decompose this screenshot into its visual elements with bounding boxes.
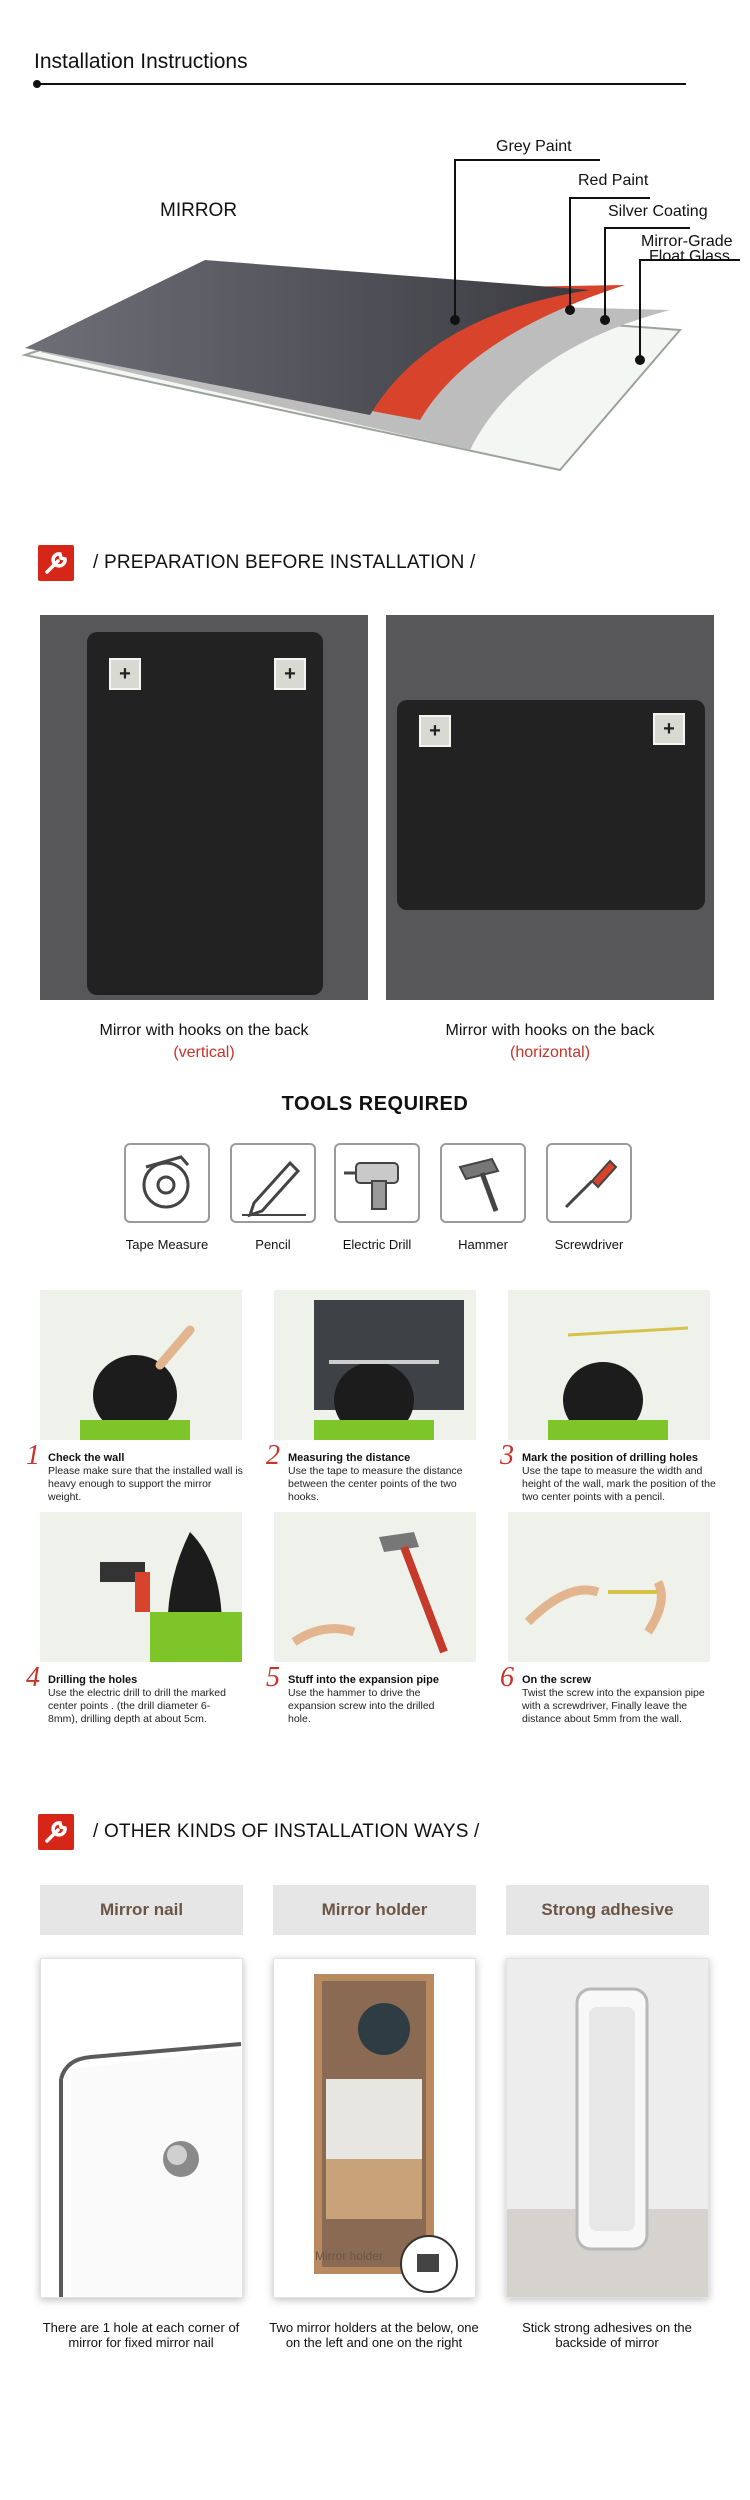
step-photo-screw [508,1512,710,1662]
step-number: 4 [26,1662,40,1693]
layer-label-red: Red Paint [578,172,649,189]
mirror-nail-photo [40,1958,243,2298]
step-number: 5 [266,1662,280,1693]
wrench-icon [38,545,74,581]
tool-label-hammer: Hammer [458,1237,508,1252]
preparation-title: / PREPARATION BEFORE INSTALLATION / [93,552,476,573]
step-title: Check the wall [48,1452,125,1464]
step-number: 3 [500,1440,514,1471]
hammer-icon [440,1143,526,1223]
step-photo-measure [274,1290,476,1440]
pencil-icon [230,1143,316,1223]
tab-strong-adhesive: Strong adhesive [506,1885,709,1935]
mirror-holder-caption: Two mirror holders at the below, one on the left and one on the right [269,2320,479,2350]
step-text: Twist the screw into the expansion pipe with a screwdriver, Finally leave the distance about 5mm from the wall. [522,1687,705,1725]
step-title: On the screw [522,1674,592,1686]
step-title: Measuring the distance [288,1452,411,1464]
hook-icon: + [653,713,685,745]
mirror-nail-caption: There are 1 hole at each corner of mirror for fixed mirror nail [42,2320,240,2350]
hook-icon: + [274,658,306,690]
step-photo-check-wall [40,1290,242,1440]
step-title: Mark the position of drilling holes [522,1452,699,1464]
step-text: Use the tape to measure the distance between the center points of the two hooks. [288,1465,463,1503]
strong-adhesive-caption: Stick strong adhesives on the backside of mirror [522,2320,692,2350]
step-title: Drilling the holes [48,1674,138,1686]
title-underline [36,83,686,85]
tape-measure-icon [124,1143,210,1223]
vertical-caption: Mirror with hooks on the back [99,1022,309,1039]
step-text: Use the electric drill to drill the marked center points . (the drill diameter 6-8mm), drilling depth at about 5cm. [48,1687,226,1725]
layer-label-silver: Silver Coating [608,203,708,220]
step-photo-drill [40,1512,242,1662]
step-photo-hammer [274,1512,476,1662]
step-text: Please make sure that the installed wall is heavy enough to support the mirror weight. [48,1465,243,1503]
tool-label-drill: Electric Drill [342,1237,412,1252]
mirror-back-horizontal [397,700,705,910]
screwdriver-icon [546,1143,632,1223]
wrench-icon [38,1814,74,1850]
tab-mirror-holder: Mirror holder [273,1885,476,1935]
tools-title: TOOLS REQUIRED [281,1093,469,1115]
hook-icon: + [109,658,141,690]
hook-icon: + [419,715,451,747]
mirror-holder-photo [273,1958,476,2298]
step-number: 6 [500,1662,514,1693]
layer-label-grey: Grey Paint [496,138,572,155]
step-number: 2 [266,1440,280,1471]
mirror-label: MIRROR [160,200,238,221]
other-ways-title: / OTHER KINDS OF INSTALLATION WAYS / [93,1821,480,1842]
electric-drill-icon [334,1143,420,1223]
tool-label-pencil: Pencil [255,1237,291,1252]
step-photo-mark [508,1290,710,1440]
strong-adhesive-photo [506,1958,709,2298]
horizontal-mirror-panel [386,615,714,1000]
horizontal-orientation: (horizontal) [509,1044,591,1061]
layer-label-float-glass: Float Glass [649,248,730,265]
step-text: Use the hammer to drive the expansion screw into the drilled hole. [288,1687,435,1725]
vertical-orientation: (vertical) [173,1044,235,1061]
step-title: Stuff into the expansion pipe [288,1674,439,1686]
tool-label-tape: Tape Measure [125,1237,209,1252]
tab-mirror-nail: Mirror nail [40,1885,243,1935]
holder-callout: Mirror holder [315,2249,384,2263]
step-number: 1 [26,1440,40,1471]
tool-label-screwdriver: Screwdriver [554,1237,624,1252]
page-title: Installation Instructions [34,50,248,73]
mirror-back-vertical [87,632,323,995]
horizontal-caption: Mirror with hooks on the back [445,1022,655,1039]
vertical-mirror-panel [40,615,368,1000]
layer-label-mirror-grade: Mirror-Grade [641,233,733,250]
step-text: Use the tape to measure the width and height of the wall, mark the position of the two center points with a pencil. [522,1465,716,1503]
